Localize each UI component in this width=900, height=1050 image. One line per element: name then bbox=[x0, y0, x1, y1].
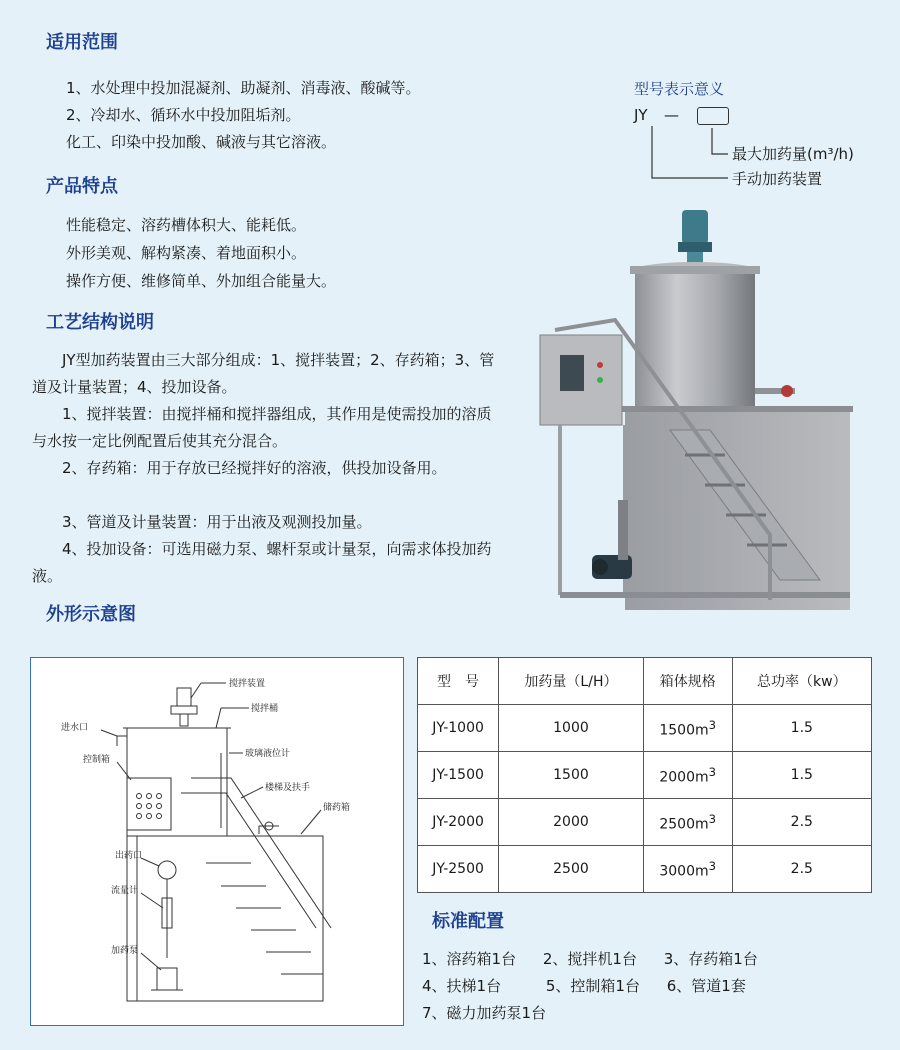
spec-cell-power: 2.5 bbox=[732, 799, 871, 846]
spec-header-power: 总功率（kw） bbox=[732, 658, 871, 705]
standard-item-1: 1、溶药箱1台 bbox=[422, 950, 517, 968]
standard-item-3: 3、存药箱1台 bbox=[663, 950, 758, 968]
spec-cell-model: JY-1000 bbox=[418, 705, 499, 752]
spec-volume-value: 3000m bbox=[659, 863, 709, 880]
spec-table bbox=[417, 657, 872, 893]
schematic-label-storage: 储药箱 bbox=[323, 803, 351, 813]
process-paragraph-5: 4、投加设备：可选用磁力泵、螺杆泵或计量泵，向需求体投加药液。 bbox=[32, 540, 492, 585]
spec-cell-power: 2.5 bbox=[732, 846, 871, 893]
schematic-label-mixer: 搅拌装置 bbox=[229, 679, 266, 689]
scope-line-3: 化工、印染中投加酸、碱液与其它溶液。 bbox=[66, 133, 337, 151]
standard-item-5: 5、控制箱1台 bbox=[545, 977, 640, 995]
model-legend-meaning-2: 手动加药装置 bbox=[732, 170, 823, 188]
spec-volume-value: 1500m bbox=[659, 722, 709, 739]
spec-cell-dosage: 2500 bbox=[499, 846, 644, 893]
spec-cell-model: JY-1500 bbox=[418, 752, 499, 799]
spec-volume-value: 2000m bbox=[659, 769, 709, 786]
standard-item-6: 6、管道1套 bbox=[666, 977, 746, 995]
spec-cell-power: 1.5 bbox=[732, 752, 871, 799]
scope-heading: 适用范围 bbox=[46, 32, 118, 53]
spec-header-model: 型 号 bbox=[418, 658, 499, 705]
spec-volume-exp: 3 bbox=[708, 811, 717, 826]
features-line-2: 外形美观、解构紧凑、着地面积小。 bbox=[66, 244, 307, 262]
standard-row-2 bbox=[422, 975, 768, 996]
spec-header-volume: 箱体规格 bbox=[643, 658, 732, 705]
spec-volume-exp: 3 bbox=[708, 858, 717, 873]
spec-cell-volume bbox=[643, 705, 732, 752]
schematic-label-control: 控制箱 bbox=[83, 755, 111, 765]
spec-cell-model: JY-2500 bbox=[418, 846, 499, 893]
process-paragraph-2: 1、搅拌装置：由搅拌桶和搅拌器组成，其作用是使需投加的溶质与水按一定比例配置后使其充分混合。 bbox=[32, 405, 492, 450]
process-heading: 工艺结构说明 bbox=[46, 312, 154, 333]
features-line-1: 性能稳定、溶药槽体积大、能耗低。 bbox=[66, 216, 307, 234]
schematic-label-flowmeter: 流量计 bbox=[111, 886, 139, 896]
schematic-label-stairs: 楼梯及扶手 bbox=[265, 783, 311, 793]
spec-cell-volume bbox=[643, 799, 732, 846]
spec-cell-power: 1.5 bbox=[732, 705, 871, 752]
spec-header-dosage: 加药量（L/H） bbox=[499, 658, 644, 705]
standard-item-2: 2、搅拌机1台 bbox=[542, 950, 637, 968]
table-row bbox=[418, 752, 872, 799]
process-paragraph-3: 2、存药箱：用于存放已经搅拌好的溶液，供投加设备用。 bbox=[62, 459, 447, 477]
schematic-motor-shape bbox=[177, 688, 191, 706]
table-row bbox=[418, 846, 872, 893]
spec-volume-exp: 3 bbox=[708, 764, 717, 779]
process-paragraph-4: 3、管道及计量装置：用于出液及观测投加量。 bbox=[62, 513, 372, 531]
spec-volume-value: 2500m bbox=[659, 816, 709, 833]
scope-line-2: 2、冷却水、循环水中投加阻垢剂。 bbox=[66, 106, 301, 124]
table-row bbox=[418, 799, 872, 846]
model-legend-title: 型号表示意义 bbox=[634, 80, 725, 98]
spec-table-header-row bbox=[418, 658, 872, 705]
standard-heading: 标准配置 bbox=[432, 911, 504, 932]
spec-cell-model: JY-2000 bbox=[418, 799, 499, 846]
schematic-label-outlet: 出药口 bbox=[115, 851, 143, 861]
standard-row-3 bbox=[422, 1002, 568, 1023]
features-line-3: 操作方便、维修简单、外加组合能量大。 bbox=[66, 272, 337, 290]
schematic-control-buttons bbox=[137, 794, 162, 819]
schematic-label-tank: 搅拌桶 bbox=[251, 704, 279, 714]
features-heading: 产品特点 bbox=[46, 176, 118, 197]
standard-item-7: 7、磁力加药泵1台 bbox=[422, 1004, 547, 1022]
model-legend-connectors bbox=[640, 120, 740, 182]
spec-cell-dosage: 1500 bbox=[499, 752, 644, 799]
scope-line-1: 1、水处理中投加混凝剂、助凝剂、消毒液、酸碱等。 bbox=[66, 79, 421, 97]
model-legend-meaning-1: 最大加药量(m³/h) bbox=[732, 145, 854, 163]
outline-schematic bbox=[30, 657, 404, 1026]
schematic-label-level: 玻璃液位计 bbox=[245, 749, 291, 759]
table-row bbox=[418, 705, 872, 752]
spec-cell-dosage: 2000 bbox=[499, 799, 644, 846]
schematic-label-inlet: 进水口 bbox=[61, 723, 89, 733]
standard-item-4: 4、扶梯1台 bbox=[422, 977, 502, 995]
outline-heading: 外形示意图 bbox=[46, 604, 136, 625]
dosing-device-photo bbox=[530, 200, 860, 640]
spec-cell-volume bbox=[643, 846, 732, 893]
model-legend-dash: — bbox=[664, 106, 679, 124]
standard-row-1 bbox=[422, 948, 780, 969]
model-legend-prefix: JY bbox=[634, 106, 648, 124]
process-paragraph-1: JY型加药装置由三大部分组成：1、搅拌装置；2、存药箱；3、管道及计量装置；4、投加设备。 bbox=[32, 351, 495, 396]
spec-cell-volume bbox=[643, 752, 732, 799]
spec-cell-dosage: 1000 bbox=[499, 705, 644, 752]
schematic-label-pump: 加药泵 bbox=[111, 946, 139, 956]
spec-volume-exp: 3 bbox=[708, 717, 717, 732]
